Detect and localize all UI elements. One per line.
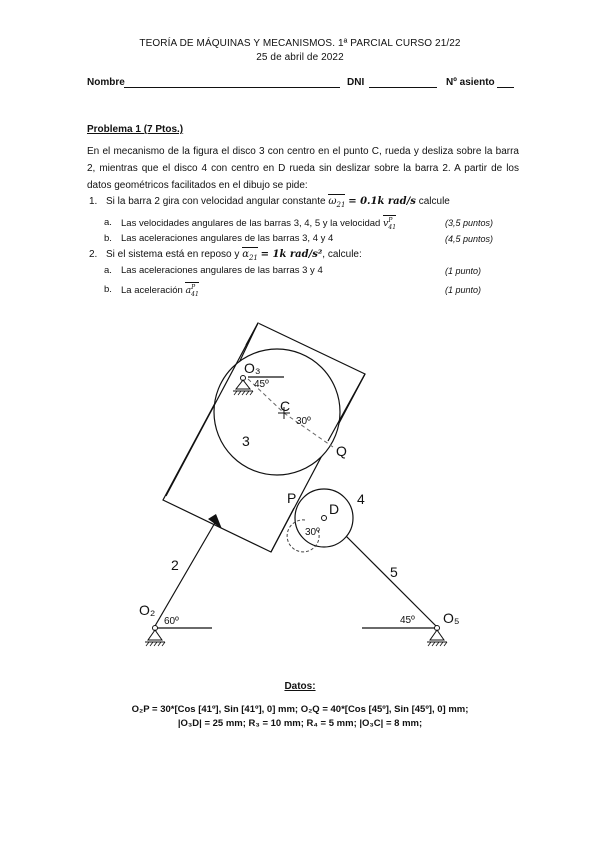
q2-number: 2. <box>89 249 98 260</box>
data-line-2: |O₃D| = 25 mm; R₃ = 10 mm; R₄ = 5 mm; |O₃C| = 8 mm; <box>177 718 423 729</box>
label-d: D <box>329 501 340 517</box>
label-angle-o5: 45º <box>400 615 415 626</box>
q2-text: Si el sistema está en reposo y $\alpha_{21} = 1k$ rad/s², calcule: <box>106 249 362 262</box>
problem-intro: En el mecanismo de la figura el disco 3 con centro en el punto C, rueda y desliza sobre la barra 2, mientras que el disco 4 con centro en D rueda sin deslizar sobre la barra 2. A partir de los datos geométricos facilitados en el dibujo se pide: <box>87 146 519 191</box>
bar-2-pin-wedge <box>208 514 222 529</box>
label-o3: O₃ <box>244 360 261 376</box>
q1-suffix: calcule <box>418 196 450 207</box>
problem-title: Problema 1 (7 Ptos.) <box>87 124 184 135</box>
label-angle-d: 30º <box>305 527 320 538</box>
q2-value: = 1k rad/s² <box>260 249 323 260</box>
q2b-letter: b. <box>104 284 112 295</box>
label-3: 3 <box>242 433 250 449</box>
label-q: Q <box>336 443 347 459</box>
q2a-text: Las aceleraciones angulares de las barras 3 y 4 <box>121 265 323 276</box>
exam-date: 25 de abril de 2022 <box>256 52 344 63</box>
q1a-var: $v^P_{41}$ <box>382 217 397 232</box>
label-angle-o3: 45º <box>254 379 269 390</box>
link-o2 <box>155 521 216 626</box>
label-4: 4 <box>357 491 365 507</box>
q1-omega: $\omega_{21}$ <box>328 196 346 209</box>
label-o5: O₅ <box>443 610 460 626</box>
q1b-letter: b. <box>104 233 112 244</box>
label-c: C <box>280 398 291 414</box>
q2b-text: La aceleración $a^P_{41}$ <box>121 284 199 299</box>
disc-3 <box>214 349 340 475</box>
asiento-label: Nº asiento <box>446 77 495 88</box>
q2b-var: $a^P_{41}$ <box>185 284 199 299</box>
label-5: 5 <box>390 564 398 580</box>
q1-prefix: Si la barra 2 gira con velocidad angular constante <box>106 196 326 207</box>
label-angle-o2: 60º <box>164 616 179 627</box>
q1a-text: Las velocidades angulares de las barras 3, 4, 5 y la velocidad $v^P_{41}$ <box>121 217 397 232</box>
label-angle-c: 30º <box>296 416 311 427</box>
q1-value: = 0.1k rad/s <box>348 196 416 207</box>
label-p: P <box>287 490 297 506</box>
nombre-label: Nombre <box>87 77 125 88</box>
q1a-letter: a. <box>104 217 112 228</box>
q2a-letter: a. <box>104 265 112 276</box>
label-2: 2 <box>171 557 179 573</box>
q1-number: 1. <box>89 196 98 207</box>
exam-title: TEORÍA DE MÁQUINAS Y MECANISMOS. 1ª PARCIAL CURSO 21/22 <box>139 38 461 49</box>
q1a-points: (3,5 puntos) <box>445 218 494 228</box>
q1b-text: Las aceleraciones angulares de las barras 3, 4 y 4 <box>121 233 334 244</box>
q2-alpha: $\alpha_{21}$ <box>242 249 258 262</box>
label-o2: O₂ <box>139 602 156 618</box>
data-line-1: O₂P = 30*[Cos [41º], Sin [41º], 0] mm; O₂Q = 40*[Cos [45º], Sin [45º], 0] mm; <box>131 704 469 715</box>
q2b-points: (1 punto) <box>445 285 482 295</box>
q1b-points: (4,5 puntos) <box>445 234 494 244</box>
data-title: Datos: <box>284 681 316 692</box>
q2a-points: (1 punto) <box>445 266 482 276</box>
dni-label: DNI <box>347 77 365 88</box>
